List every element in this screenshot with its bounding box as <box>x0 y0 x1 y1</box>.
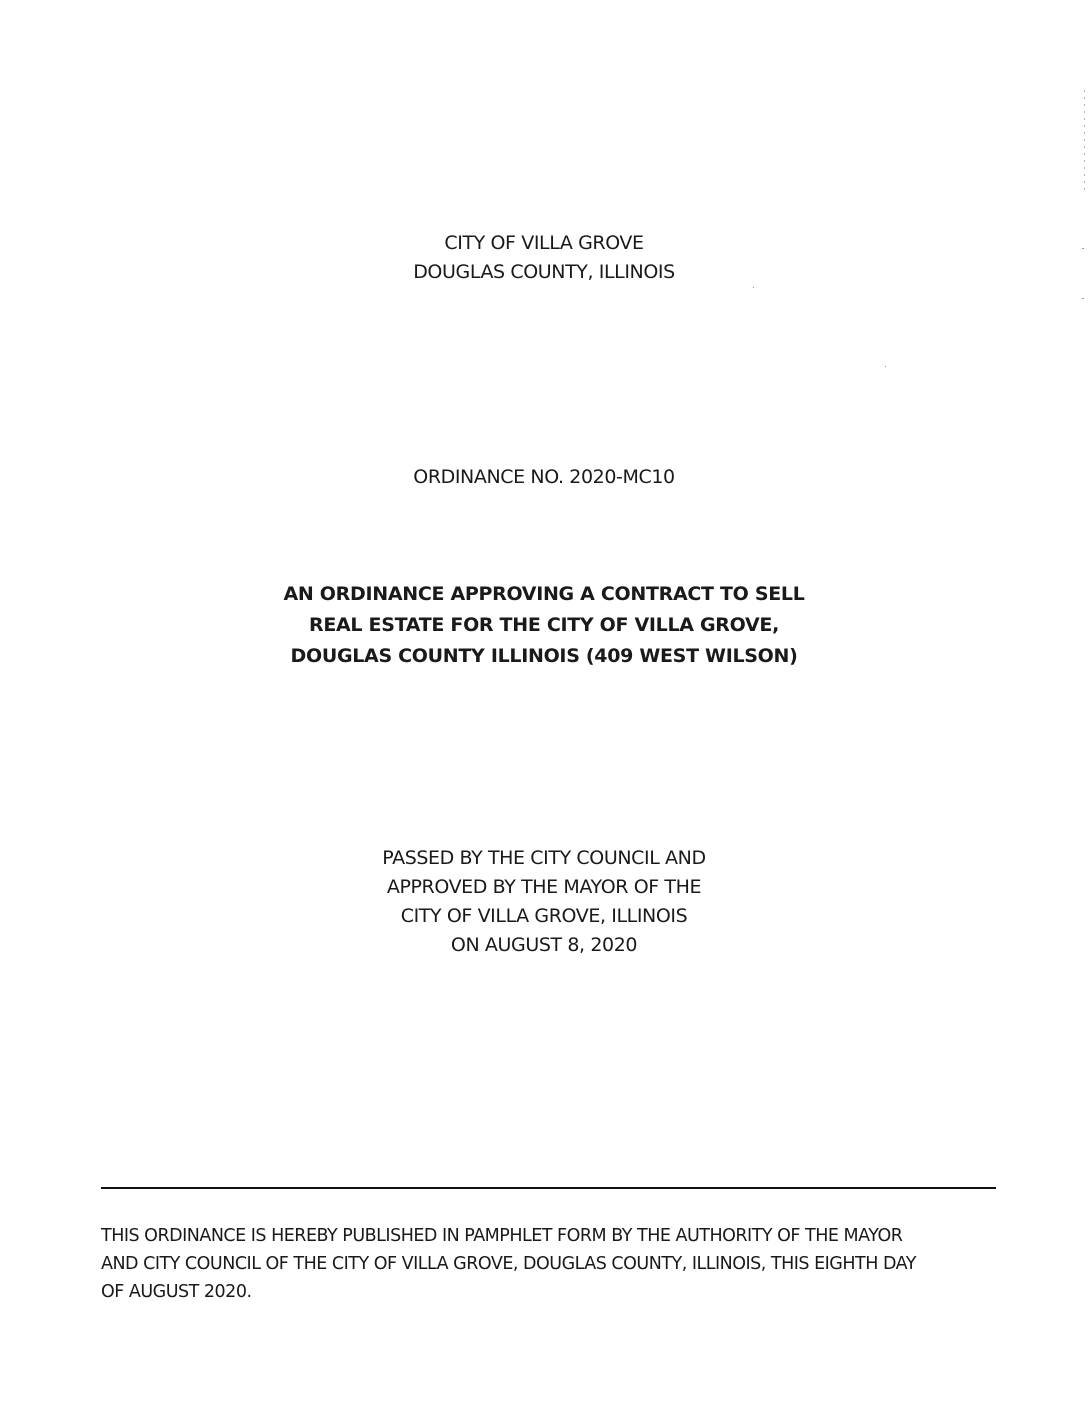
passage-line-4: ON AUGUST 8, 2020 <box>450 934 638 956</box>
publication-notice <box>101 1222 1001 1306</box>
scan-speck <box>885 366 886 367</box>
title-line-1: AN ORDINANCE APPROVING A CONTRACT TO SELL <box>283 583 805 605</box>
scan-edge-artifact <box>1084 90 1085 190</box>
title-line-2: REAL ESTATE FOR THE CITY OF VILLA GROVE, <box>309 614 779 636</box>
notice-line-3: OF AUGUST 2020. <box>101 1282 252 1302</box>
passage-line-3: CITY OF VILLA GROVE, ILLINOIS <box>400 905 688 927</box>
county-name: DOUGLAS COUNTY, ILLINOIS <box>413 261 675 283</box>
passage-line-2: APPROVED BY THE MAYOR OF THE <box>386 876 702 898</box>
city-name: CITY OF VILLA GROVE <box>444 232 644 254</box>
horizontal-rule <box>101 1187 996 1189</box>
scan-speck <box>1082 298 1084 299</box>
passage-line-1: PASSED BY THE CITY COUNCIL AND <box>382 847 706 869</box>
notice-line-2: AND CITY COUNCIL OF THE CITY OF VILLA GROVE, DOUGLAS COUNTY, ILLINOIS, THIS EIGHTH DAY <box>101 1254 916 1274</box>
ordinance-number: ORDINANCE NO. 2020-MC10 <box>413 466 675 488</box>
scan-speck <box>753 287 754 288</box>
title-line-3: DOUGLAS COUNTY ILLINOIS (409 WEST WILSON) <box>290 645 798 667</box>
notice-line-1: THIS ORDINANCE IS HEREBY PUBLISHED IN PAMPHLET FORM BY THE AUTHORITY OF THE MAYOR <box>101 1226 903 1246</box>
